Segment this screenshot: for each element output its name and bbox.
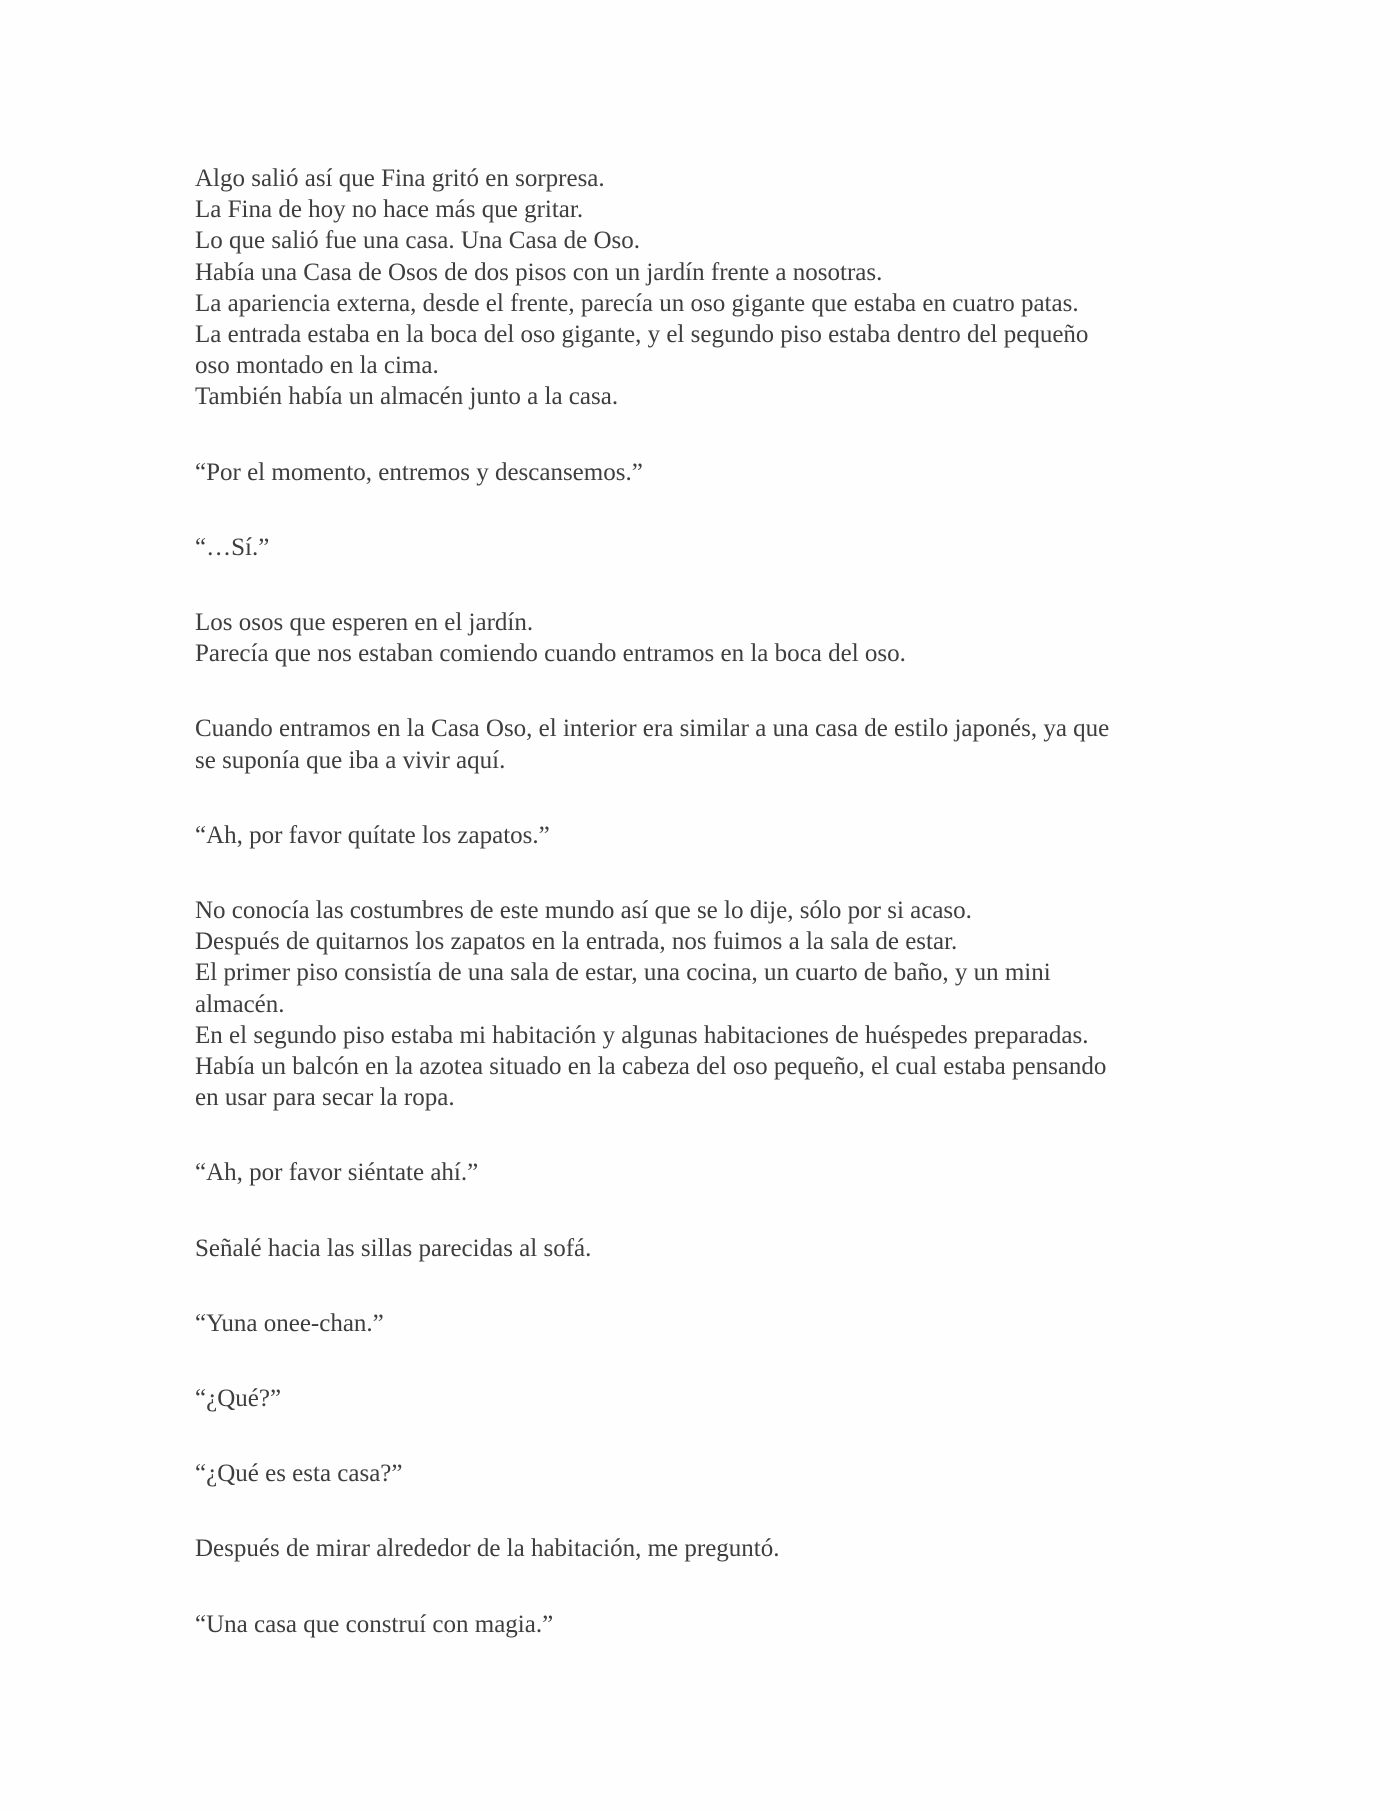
text-line: oso montado en la cima.	[195, 352, 439, 380]
dialogue-paragraph	[195, 1157, 1235, 1188]
dialogue-paragraph	[195, 1383, 1235, 1414]
text-line: “Yuna onee-chan.”	[195, 1309, 384, 1337]
text-line: Señalé hacia las sillas parecidas al sofá.	[195, 1234, 592, 1262]
text-line: En el segundo piso estaba mi habitación y algunas habitaciones de huéspedes preparadas.	[195, 1021, 1089, 1049]
dialogue-paragraph	[195, 1458, 1235, 1489]
dialogue-paragraph	[195, 457, 1235, 488]
text-line: “Por el momento, entremos y descansemos.”	[195, 458, 643, 486]
dialogue-paragraph	[195, 820, 1235, 851]
story-text	[195, 163, 1235, 1684]
paragraph	[195, 1233, 1235, 1264]
text-line: en usar para secar la ropa.	[195, 1084, 455, 1112]
text-line: La apariencia externa, desde el frente, parecía un oso gigante que estaba en cuatro patas.	[195, 289, 1079, 317]
text-line: Los osos que esperen en el jardín.	[195, 609, 534, 637]
dialogue-paragraph	[195, 532, 1235, 563]
paragraph	[195, 1533, 1235, 1564]
text-line: se suponía que iba a vivir aquí.	[195, 746, 506, 774]
text-line: La entrada estaba en la boca del oso gigante, y el segundo piso estaba dentro del pequeño	[195, 321, 1089, 349]
text-line: Algo salió así que Fina gritó en sorpresa.	[195, 165, 605, 192]
text-line: El primer piso consistía de una sala de estar, una cocina, un cuarto de baño, y un mini	[195, 959, 1051, 987]
text-line: “¿Qué?”	[195, 1385, 282, 1413]
text-line: “Ah, por favor quítate los zapatos.”	[195, 821, 550, 849]
text-line: “Una casa que construí con magia.”	[195, 1610, 554, 1638]
text-line: Parecía que nos estaban comiendo cuando entramos en la boca del oso.	[195, 640, 906, 668]
text-line: “¿Qué es esta casa?”	[195, 1460, 403, 1488]
text-line: Había un balcón en la azotea situado en la cabeza del oso pequeño, el cual estaba pensando	[195, 1053, 1107, 1081]
paragraph	[195, 163, 1235, 413]
paragraph	[195, 713, 1235, 775]
dialogue-paragraph	[195, 1609, 1235, 1640]
text-line: La Fina de hoy no hace más que gritar.	[195, 196, 584, 224]
text-line: Cuando entramos en la Casa Oso, el interior era similar a una casa de estilo japonés, ya que	[195, 715, 1110, 743]
paragraph	[195, 607, 1235, 669]
paragraph	[195, 895, 1235, 1113]
text-line: Después de quitarnos los zapatos en la entrada, nos fuimos a la sala de estar.	[195, 928, 958, 956]
text-line: “Ah, por favor siéntate ahí.”	[195, 1159, 479, 1187]
dialogue-paragraph	[195, 1308, 1235, 1339]
text-line: Después de mirar alrededor de la habitación, me preguntó.	[195, 1535, 780, 1563]
text-line: almacén.	[195, 990, 285, 1018]
text-line: “…Sí.”	[195, 533, 270, 561]
text-line: Lo que salió fue una casa. Una Casa de Oso.	[195, 227, 640, 255]
text-line: Había una Casa de Osos de dos pisos con un jardín frente a nosotras.	[195, 258, 883, 286]
text-line: No conocía las costumbres de este mundo así que se lo dije, sólo por si acaso.	[195, 897, 972, 925]
text-line: También había un almacén junto a la casa.	[195, 383, 619, 411]
